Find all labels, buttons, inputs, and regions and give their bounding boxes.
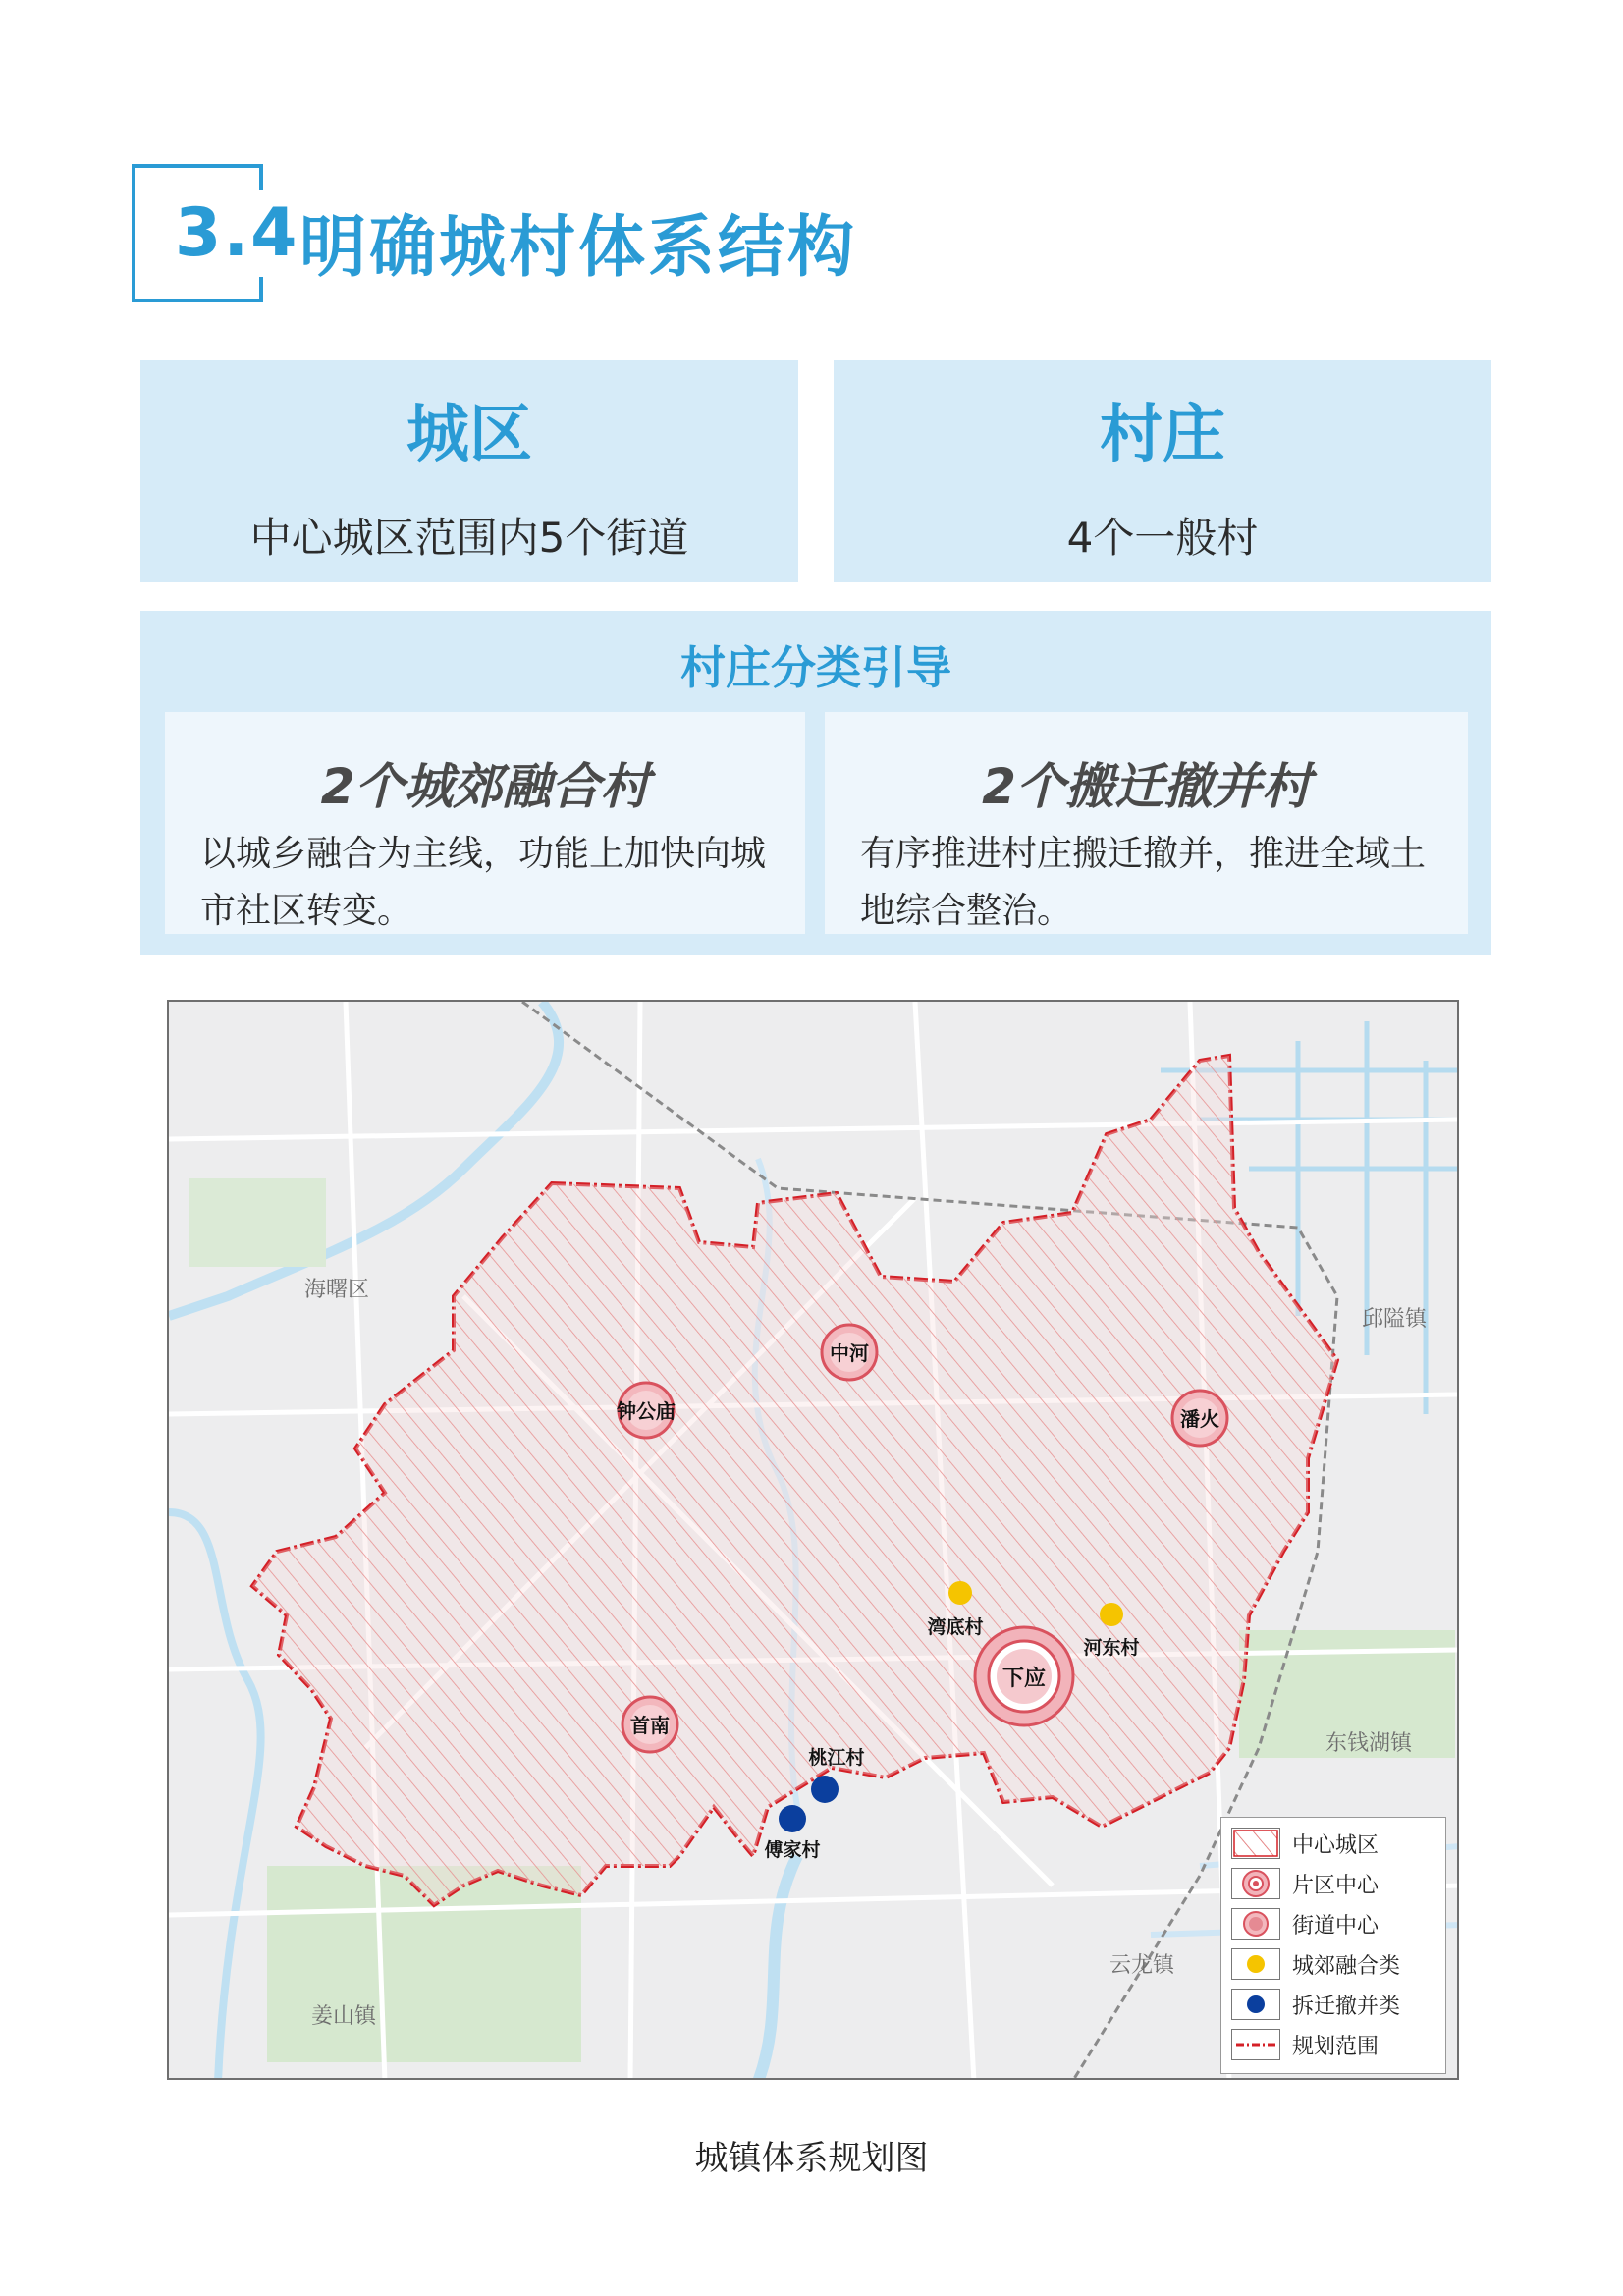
village-label: 湾底村: [927, 1616, 984, 1638]
legend-label: 规划范围: [1292, 2034, 1380, 2059]
village-summary-box: [834, 360, 1491, 582]
urban-summary-box: [140, 360, 798, 582]
village-text: 4个一般村: [1066, 514, 1259, 562]
street-center-icon: [1231, 1908, 1280, 1940]
village-guidance-panel: [140, 611, 1491, 955]
legend-item-street-center: [1231, 1906, 1379, 1941]
legend-item-central-urban: [1231, 1826, 1379, 1861]
map-caption: 城镇体系规划图: [694, 2139, 929, 2178]
label-jiangshan: 姜山镇: [311, 2004, 377, 2029]
card-heading: 2个城郊融合村: [320, 758, 650, 815]
village-label: 河东村: [1083, 1637, 1140, 1659]
relocation-village-icon: [1231, 1989, 1280, 2020]
card-text: 有序推进村庄搬迁撤并，推进全域土地综合整治。: [860, 834, 1427, 931]
legend-label: 中心城区: [1292, 1832, 1380, 1858]
legend-label: 拆迁撤并类: [1292, 1994, 1401, 2019]
street-center-zhonghe: [822, 1325, 877, 1380]
street-center-shounan: [622, 1697, 677, 1752]
boundary-line-icon: [1231, 2029, 1280, 2060]
urban-heading: 城区: [406, 399, 532, 471]
card-text: 以城乡融合为主线，功能上加快向城市社区转变。: [200, 834, 767, 931]
label-yunlong: 云龙镇: [1109, 1953, 1175, 1978]
center-label: 首南: [630, 1714, 670, 1737]
legend-item-suburban-village: [1231, 1946, 1400, 1982]
hatch-swatch: [1231, 1828, 1280, 1859]
legend-item-boundary: [1231, 2027, 1379, 2062]
map-legend: [1220, 1817, 1446, 2074]
village-label: 桃江村: [808, 1747, 865, 1769]
center-label: 中河: [830, 1341, 869, 1365]
district-center-xiaying: [975, 1627, 1073, 1725]
village-fujia: [764, 1805, 820, 1861]
legend-item-relocation-village: [1231, 1987, 1400, 2022]
card-heading: 2个搬迁撤并村: [982, 758, 1311, 815]
center-label: 潘火: [1180, 1407, 1219, 1431]
legend-label: 城郊融合类: [1292, 1953, 1401, 1979]
suburban-village-card: [165, 712, 805, 934]
label-dongqian: 东钱湖镇: [1325, 1731, 1413, 1756]
suburban-village-icon: [1231, 1948, 1280, 1980]
street-center-panhuo: [1172, 1391, 1227, 1446]
legend-label: 片区中心: [1292, 1873, 1380, 1898]
center-label: 钟公庙: [617, 1399, 676, 1423]
center-label: 下应: [1001, 1667, 1047, 1691]
urban-text: 中心城区范围内5个街道: [249, 514, 689, 562]
central-urban-area-tint: [252, 1056, 1337, 1905]
street-center-zhonggongmiao: [617, 1383, 676, 1438]
village-label: 傅家村: [764, 1839, 821, 1861]
label-haishu: 海曙区: [304, 1278, 370, 1302]
section-number: 3.4: [175, 194, 299, 272]
legend-item-district-center: [1231, 1866, 1379, 1901]
district-center-icon: [1231, 1868, 1280, 1899]
section-title: 明确城村体系结构: [299, 209, 858, 287]
legend-label: 街道中心: [1292, 1913, 1380, 1939]
label-qiulong: 邱隘镇: [1362, 1307, 1428, 1332]
guidance-title: 村庄分类引导: [680, 641, 951, 694]
village-heading: 村庄: [1100, 399, 1225, 471]
relocation-village-card: [825, 712, 1468, 934]
